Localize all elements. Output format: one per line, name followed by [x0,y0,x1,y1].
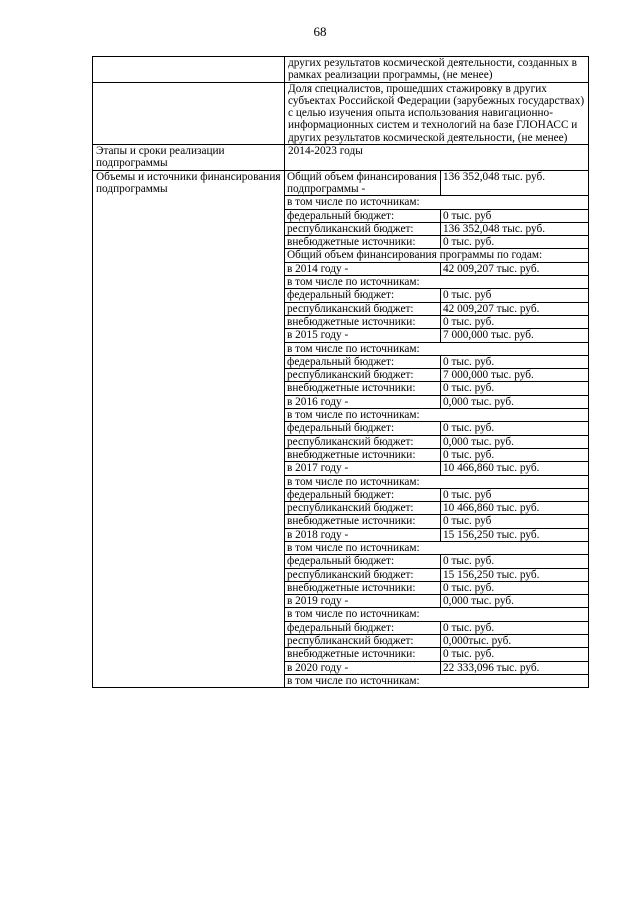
stages-label: Этапы и сроки реализации подпрограммы [93,145,285,171]
finance-item-value: 0 тыс. руб. [441,355,589,368]
finance-subheading: Общий объем финансирования программы по годам: [285,249,588,262]
finance-row-item [285,409,588,422]
finance-row-item [285,502,588,515]
finance-row [93,170,589,688]
finance-row-item [285,648,588,661]
finance-item-label: республиканский бюджет: [285,302,441,315]
continuation-text: других результатов космической деятельности, созданных в рамках реализации программы, (не менее) [285,57,589,83]
finance-item-value: 0 тыс. руб. [441,555,589,568]
finance-subheading: в том числе по источникам: [285,196,588,209]
finance-item-value: 22 333,096 тыс. руб. [441,661,589,674]
finance-item-value: 10 466,860 тыс. руб. [441,502,589,515]
finance-item-value: 0 тыс. руб. [441,382,589,395]
finance-item-value: 0 тыс. руб. [441,422,589,435]
finance-row-item [285,222,588,235]
finance-item-value: 0 тыс. руб [441,488,589,501]
finance-subheading: в том числе по источникам: [285,608,588,621]
finance-item-value: 136 352,048 тыс. руб. [441,171,589,196]
finance-row-item [285,475,588,488]
specialists-row [93,82,589,144]
finance-row-item [285,448,588,461]
finance-item-label: в 2020 году - [285,661,441,674]
finance-item-label: внебюджетные источники: [285,648,441,661]
finance-item-value: 0,000 тыс. руб. [441,395,589,408]
finance-item-label: федеральный бюджет: [285,355,441,368]
finance-row-item [285,369,588,382]
finance-row-item [285,422,588,435]
finance-subheading: в том числе по источникам: [285,541,588,554]
finance-item-label: федеральный бюджет: [285,209,441,222]
finance-row-item [285,635,588,648]
finance-item-value: 0 тыс. руб. [441,621,589,634]
finance-item-label: федеральный бюджет: [285,555,441,568]
finance-item-label: федеральный бюджет: [285,621,441,634]
finance-row-item [285,395,588,408]
finance-row-item [285,462,588,475]
finance-row-item [285,262,588,275]
finance-subheading: в том числе по источникам: [285,475,588,488]
finance-row-item [285,488,588,501]
stages-value: 2014-2023 годы [285,145,589,171]
finance-item-value: 0 тыс. руб. [441,448,589,461]
finance-item-value: 0,000 тыс. руб. [441,435,589,448]
finance-row-item [285,249,588,262]
finance-row-item [285,342,588,355]
finance-row-item [285,661,588,674]
finance-item-value: 7 000,000 тыс. руб. [441,369,589,382]
finance-row-item [285,382,588,395]
finance-item-label: республиканский бюджет: [285,502,441,515]
finance-row-item [285,621,588,634]
continuation-row [93,57,589,83]
finance-item-label: внебюджетные источники: [285,382,441,395]
finance-item-label: в 2014 году - [285,262,441,275]
finance-item-label: в 2019 году - [285,595,441,608]
finance-item-label: внебюджетные источники: [285,315,441,328]
finance-item-label: в 2015 году - [285,329,441,342]
finance-row-item [285,302,588,315]
finance-item-value: 0 тыс. руб. [441,648,589,661]
finance-row-item [285,289,588,302]
finance-item-label: республиканский бюджет: [285,635,441,648]
finance-item-value: 0 тыс. руб [441,289,589,302]
finance-subheading: в том числе по источникам: [285,409,588,422]
finance-row-item [285,355,588,368]
finance-row-item [285,555,588,568]
finance-item-label: в 2017 году - [285,462,441,475]
finance-row-item [285,541,588,554]
finance-item-label: республиканский бюджет: [285,369,441,382]
finance-row-item [285,581,588,594]
finance-table [285,171,588,688]
finance-row-item [285,674,588,687]
finance-subheading: в том числе по источникам: [285,276,588,289]
finance-item-label: федеральный бюджет: [285,289,441,302]
finance-row-item [285,608,588,621]
finance-item-value: 0 тыс. руб [441,515,589,528]
finance-item-value: 136 352,048 тыс. руб. [441,222,589,235]
finance-item-value: 15 156,250 тыс. руб. [441,528,589,541]
finance-item-value: 15 156,250 тыс. руб. [441,568,589,581]
finance-row-item [285,196,588,209]
finance-item-value: 7 000,000 тыс. руб. [441,329,589,342]
finance-subheading: в том числе по источникам: [285,342,588,355]
finance-row-item [285,435,588,448]
finance-item-label: республиканский бюджет: [285,222,441,235]
finance-item-label: в 2016 году - [285,395,441,408]
finance-item-value: 0 тыс. руб. [441,581,589,594]
finance-row-item [285,315,588,328]
finance-row-item [285,595,588,608]
finance-item-label: федеральный бюджет: [285,422,441,435]
finance-item-value: 0 тыс. руб. [441,315,589,328]
finance-row-item [285,515,588,528]
stages-row [93,145,589,171]
page-number: 68 [313,24,327,39]
finance-item-label: республиканский бюджет: [285,435,441,448]
finance-subheading: в том числе по источникам: [287,674,420,687]
finance-item-label: внебюджетные источники: [285,581,441,594]
finance-item-value: 10 466,860 тыс. руб. [441,462,589,475]
finance-row-item [285,236,588,249]
finance-row-item [285,329,588,342]
finance-item-value: 42 009,207 тыс. руб. [441,302,589,315]
finance-item-value: 0,000тыс. руб. [441,635,589,648]
finance-label: Объемы и источники финансирования подпрограммы [93,170,285,688]
finance-item-label: федеральный бюджет: [285,488,441,501]
finance-row-item [285,276,588,289]
finance-item-label: в 2018 году - [285,528,441,541]
finance-item-label: внебюджетные источники: [285,515,441,528]
finance-item-label: внебюджетные источники: [285,448,441,461]
specialists-text: Доля специалистов, прошедших стажировку в других субъектах Российской Федерации (зарубежных государствах) с целью изучения опыта использования навигационно-информационных систем и технологий на базе ГЛОНАСС и других результатов космической деятельности, (не менее) [285,82,589,144]
finance-item-value: 0,000 тыс. руб. [441,595,589,608]
finance-item-label: Общий объем финансирования подпрограммы - [285,171,441,196]
finance-row-item [285,209,588,222]
finance-item-label: республиканский бюджет: [285,568,441,581]
finance-item-value: 42 009,207 тыс. руб. [441,262,589,275]
finance-item-value: 0 тыс. руб [441,209,589,222]
finance-item-value: 0 тыс. руб. [441,236,589,249]
finance-row-item [285,568,588,581]
finance-row-item [285,528,588,541]
passport-table [92,56,589,688]
finance-row-item [285,171,588,196]
finance-item-label: внебюджетные источники: [285,236,441,249]
